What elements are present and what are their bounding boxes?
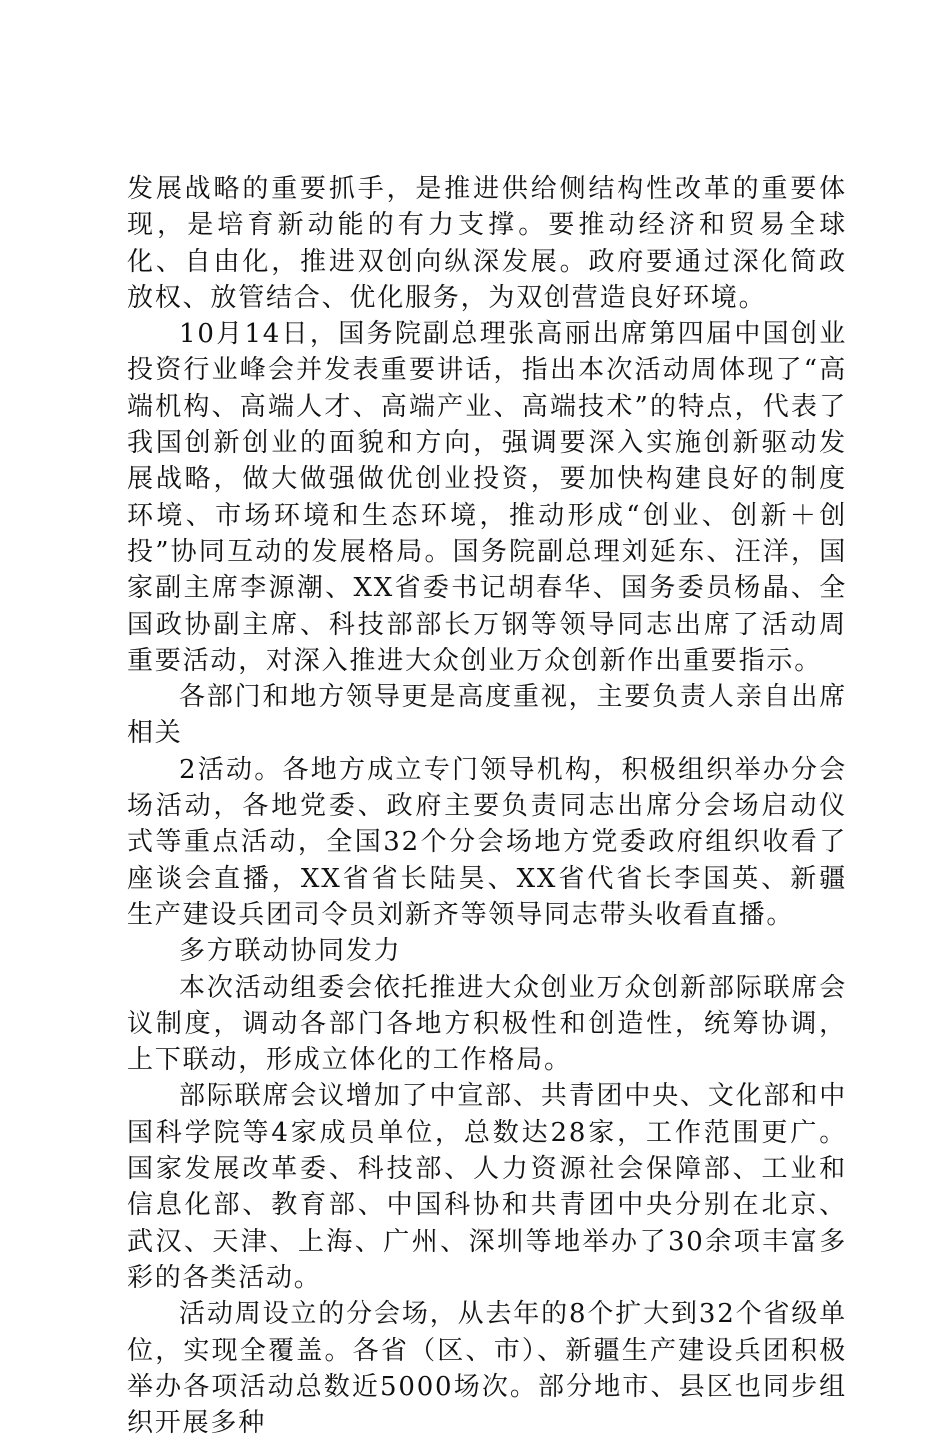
section-heading: 多方联动协同发力 (179, 936, 402, 967)
paragraph-6: 本次活动组委会依托推进大众创业万众创新部际联席会议制度，调动各部门各地方积极性和创造性，统筹协调，上下联动，形成立体化的工作格局。 (127, 972, 847, 1076)
paragraph-7: 部际联席会议增加了中宣部、共青团中央、文化部和中国科学院等4家成员单位，总数达28家，工作范围更广。国家发展改革委、科技部、人力资源社会保障部、工业和信息化部、教育部、中国科协和共青团中央分别在北京、武汉、天津、上海、广州、深圳等地举办了30余项丰富多彩的各类活动。 (127, 1081, 847, 1293)
paragraph-2: 10月14日，国务院副总理张高丽出席第四届中国创业投资行业峰会并发表重要讲话，指出本次活动周体现了“高端机构、高端人才、高端产业、高端技术”的特点，代表了我国创新创业的面貌和方向，强调要深入实施创新驱动发展战略，做大做强做优创业投资，要加快构建良好的制度环境、市场环境和生态环境，推动形成“创业、创新＋创投”协同互动的发展格局。国务院副总理刘延东、汪洋，国家副主席李源潮、XX省委书记胡春华、国务委员杨晶、全国政协副主席、科技部部长万钢等领导同志出席了活动周重要活动，对深入推进大众创业万众创新作出重要指示。 (127, 319, 847, 676)
paragraph-3: 各部门和地方领导更是高度重视，主要负责人亲自出席相关 (127, 682, 847, 749)
paragraph-1: 发展战略的重要抓手，是推进供给侧结构性改革的重要体现，是培育新动能的有力支撑。要推动经济和贸易全球化、自由化，推进双创向纵深发展。政府要通过深化简政放权、放管结合、优化服务，为双创营造良好环境。 (127, 174, 847, 313)
document-body (127, 171, 847, 1441)
paragraph-8: 活动周设立的分会场，从去年的8个扩大到32个省级单位，实现全覆盖。各省（区、市）、新疆生产建设兵团积极举办各项活动总数近5000场次。部分地市、县区也同步组织开展多种 (127, 1299, 847, 1439)
paragraph-4: 2活动。各地方成立专门领导机构，积极组织举办分会场活动，各地党委、政府主要负责同志出席分会场启动仪式等重点活动，全国32个分会场地方党委政府组织收看了座谈会直播，XX省省长陆昊、XX省代省长李国英、新疆生产建设兵团司令员刘新齐等领导同志带头收看直播。 (127, 754, 847, 930)
